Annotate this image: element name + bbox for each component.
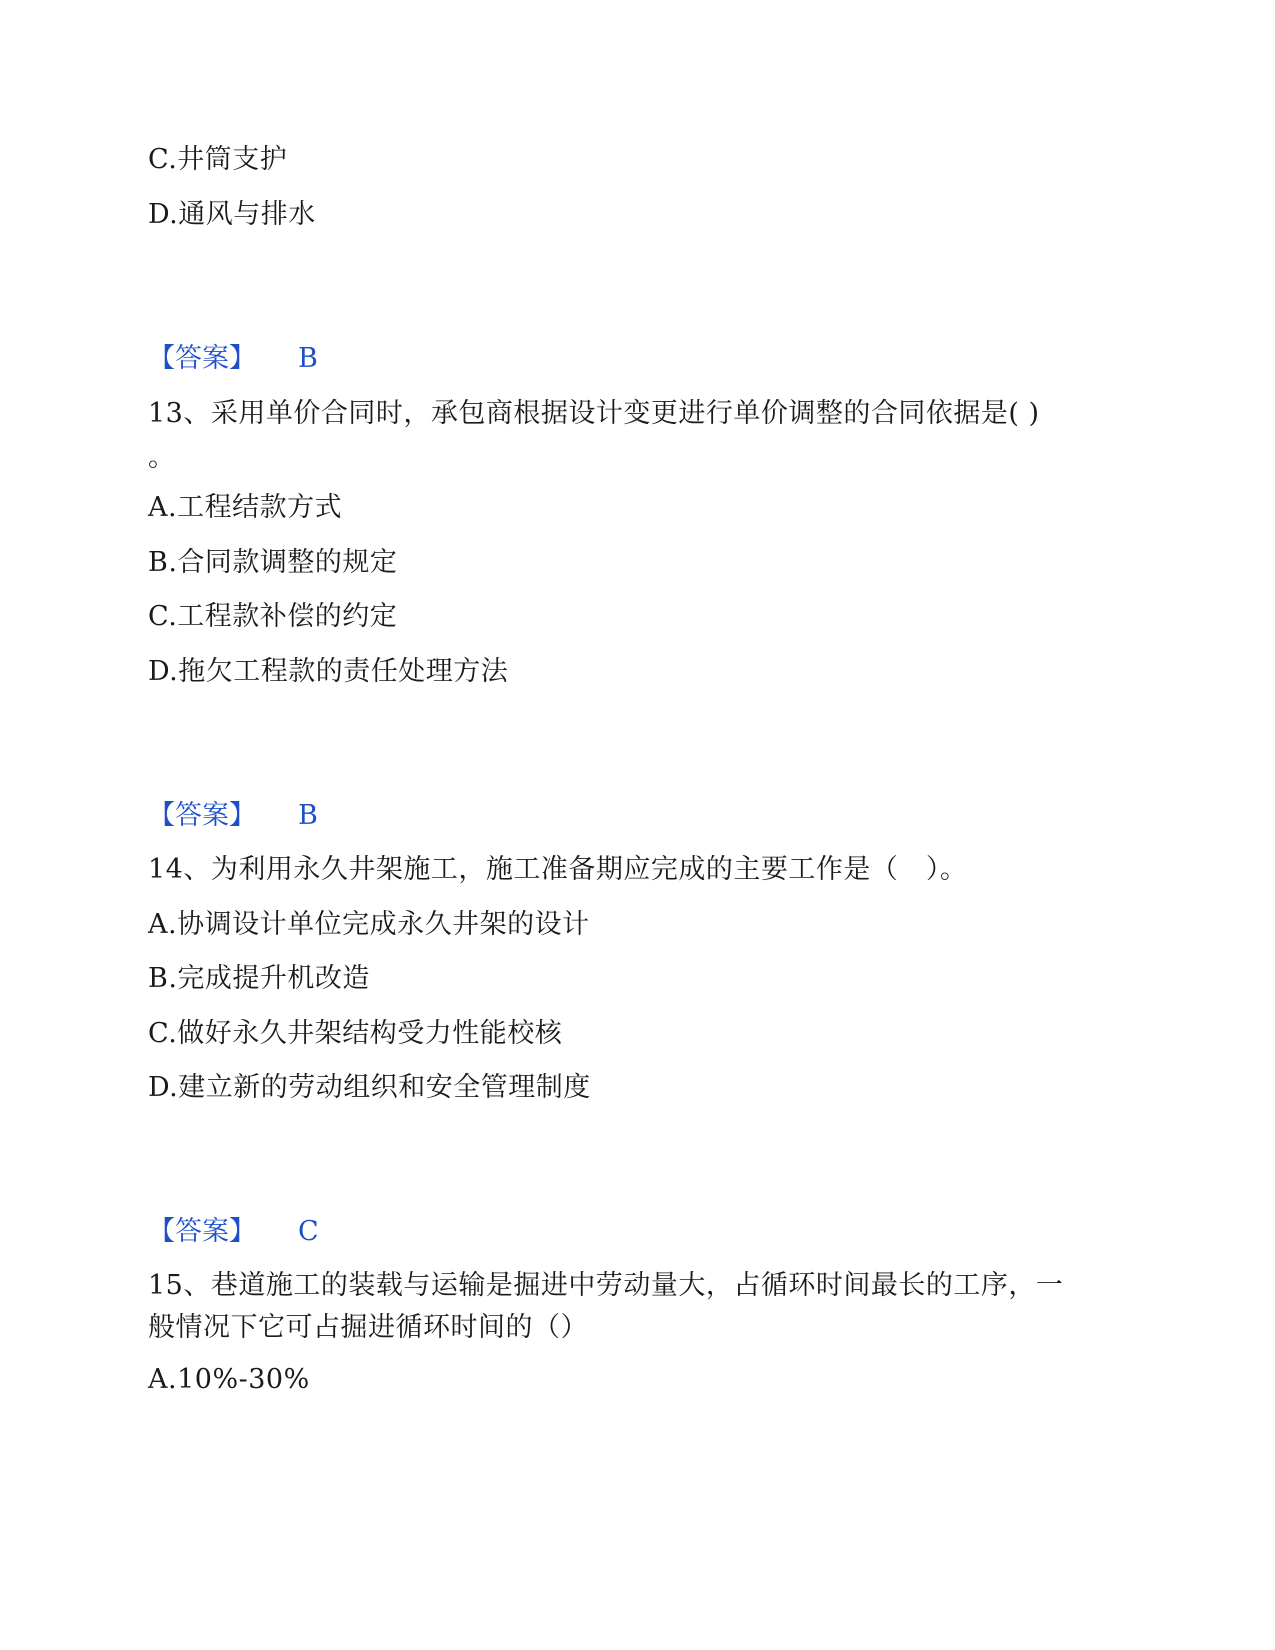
- answer-value: B: [298, 800, 318, 831]
- q14-option-a: A.协调设计单位完成永久井架的设计: [148, 909, 590, 940]
- q14-stem-line1: 14、为利用永久井架施工，施工准备期应完成的主要工作是（ ）。: [148, 854, 968, 885]
- q13-stem-line2: 。: [148, 442, 176, 473]
- q13-answer: [148, 798, 318, 834]
- q12-answer: [148, 341, 318, 377]
- q14-option-b: B.完成提升机改造: [148, 963, 370, 994]
- q15-option-a: A.10%-30%: [148, 1364, 310, 1395]
- answer-value: C: [298, 1216, 319, 1247]
- answer-value: B: [298, 343, 318, 374]
- answer-label: 【答案】: [148, 800, 256, 831]
- q13-stem-line1: 13、采用单价合同时，承包商根据设计变更进行单价调整的合同依据是( ): [148, 398, 1040, 429]
- q13-option-b: B.合同款调整的规定: [148, 547, 398, 578]
- q12-option-c: C.井筒支护: [148, 144, 288, 175]
- q13-option-a: A.工程结款方式: [148, 492, 343, 523]
- q14-answer: [148, 1214, 319, 1250]
- q13-option-c: C.工程款补偿的约定: [148, 601, 398, 632]
- q15-stem-line2: 般情况下它可占掘进循环时间的（）: [148, 1312, 588, 1343]
- q13-option-d: D.拖欠工程款的责任处理方法: [148, 656, 509, 687]
- q14-option-d: D.建立新的劳动组织和安全管理制度: [148, 1072, 591, 1103]
- answer-label: 【答案】: [148, 1216, 256, 1247]
- q14-option-c: C.做好永久井架结构受力性能校核: [148, 1018, 563, 1049]
- q12-option-d: D.通风与排水: [148, 199, 316, 230]
- q15-stem-line1: 15、巷道施工的装载与运输是掘进中劳动量大，占循环时间最长的工序，一: [148, 1270, 1064, 1301]
- answer-label: 【答案】: [148, 343, 256, 374]
